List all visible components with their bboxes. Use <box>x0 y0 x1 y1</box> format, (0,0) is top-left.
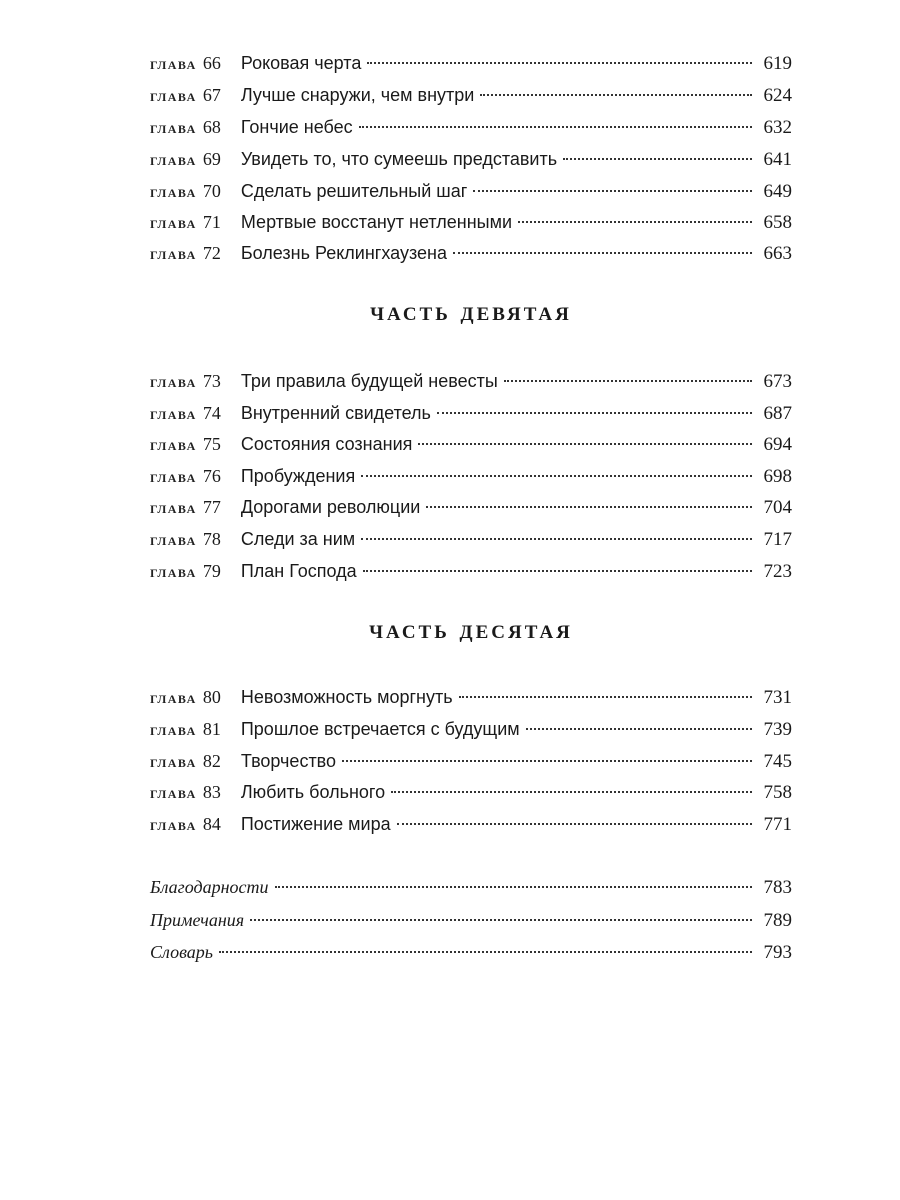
toc-entry[interactable] <box>150 144 792 174</box>
chapter-title: Любить больного <box>240 782 386 802</box>
dot-leader <box>219 951 752 953</box>
toc-entry[interactable] <box>150 112 792 142</box>
dot-leader <box>518 221 752 223</box>
chapter-number: 77 <box>202 497 221 517</box>
toc-entry[interactable] <box>150 366 792 396</box>
chapter-title: Мертвые восстанут нетленными <box>240 212 513 232</box>
chapter-number: 84 <box>202 814 221 834</box>
dot-leader <box>453 252 752 254</box>
chapter-label: глава <box>150 688 197 707</box>
chapter-title: Три правила будущей невесты <box>240 371 498 391</box>
page-number: 632 <box>763 117 792 138</box>
toc-entry[interactable] <box>150 461 792 491</box>
chapter-label: глава <box>150 530 197 549</box>
toc-entry-notes[interactable] <box>150 905 792 935</box>
chapter-title: Постижение мира <box>240 814 391 834</box>
dot-leader <box>250 919 752 921</box>
toc-entry[interactable] <box>150 398 792 428</box>
chapter-label: глава <box>150 244 197 263</box>
chapter-title: Пробуждения <box>240 466 356 486</box>
page-number: 717 <box>763 529 792 550</box>
page-number: 658 <box>763 212 792 233</box>
chapter-number: 66 <box>202 53 221 73</box>
chapter-number: 67 <box>202 85 221 105</box>
chapter-title: Прошлое встречается с будущим <box>240 719 520 739</box>
dot-leader <box>367 62 752 64</box>
page-number: 624 <box>763 85 792 106</box>
page-number: 673 <box>763 371 792 392</box>
toc-entry[interactable] <box>150 556 792 586</box>
dot-leader <box>359 126 752 128</box>
chapter-title: Увидеть то, что сумеешь представить <box>240 149 558 169</box>
chapter-label: глава <box>150 435 197 454</box>
page-number: 687 <box>763 403 792 424</box>
page-number: 758 <box>763 782 792 803</box>
toc-entry[interactable] <box>150 682 792 712</box>
chapter-number: 72 <box>202 243 221 263</box>
dot-leader <box>437 412 752 414</box>
chapter-label: глава <box>150 182 197 201</box>
chapter-number: 80 <box>202 687 221 707</box>
chapter-title: Следи за ним <box>240 529 356 549</box>
chapter-number: 76 <box>202 466 221 486</box>
toc-entry[interactable] <box>150 524 792 554</box>
chapter-label: глава <box>150 118 197 137</box>
dot-leader <box>363 570 752 572</box>
dot-leader <box>473 190 752 192</box>
dot-leader <box>361 538 752 540</box>
toc-entry[interactable] <box>150 207 792 237</box>
chapter-title: Болезнь Реклингхаузена <box>240 243 447 263</box>
chapter-number: 82 <box>202 751 221 771</box>
page-number: 739 <box>763 719 792 740</box>
chapter-number: 81 <box>202 719 221 739</box>
page-number: 731 <box>763 687 792 708</box>
chapter-title: Сделать решительный шаг <box>240 181 468 201</box>
part-heading: часть девятая <box>370 296 572 326</box>
chapter-number: 68 <box>202 117 221 137</box>
toc-entry[interactable] <box>150 176 792 206</box>
toc-entry[interactable] <box>150 429 792 459</box>
chapter-number: 70 <box>202 181 221 201</box>
page-number: 704 <box>763 497 792 518</box>
toc-entry[interactable] <box>150 809 792 839</box>
back-matter-title: Благодарности <box>150 877 269 897</box>
chapter-label: глава <box>150 150 197 169</box>
chapter-label: глава <box>150 720 197 739</box>
chapter-label: глава <box>150 752 197 771</box>
dot-leader <box>342 760 752 762</box>
chapter-title: Гончие небес <box>240 117 353 137</box>
chapter-number: 74 <box>202 403 221 423</box>
chapter-label: глава <box>150 783 197 802</box>
chapter-label: глава <box>150 372 197 391</box>
page-number: 641 <box>763 149 792 170</box>
page-number: 745 <box>763 751 792 772</box>
dot-leader <box>563 158 752 160</box>
toc-entry[interactable] <box>150 746 792 776</box>
chapter-label: глава <box>150 404 197 423</box>
page-number: 793 <box>763 942 792 963</box>
back-matter-title: Примечания <box>150 910 245 930</box>
dot-leader <box>275 886 753 888</box>
toc-entry[interactable] <box>150 80 792 110</box>
toc-entry[interactable] <box>150 777 792 807</box>
chapter-title: Дорогами революции <box>240 497 421 517</box>
chapter-label: глава <box>150 562 197 581</box>
dot-leader <box>526 728 752 730</box>
part-heading: часть десятая <box>369 614 573 644</box>
chapter-label: глава <box>150 86 197 105</box>
dot-leader <box>418 443 752 445</box>
chapter-title: План Господа <box>240 561 357 581</box>
page-number: 619 <box>763 53 792 74</box>
page-number: 771 <box>763 814 792 835</box>
chapter-number: 75 <box>202 434 221 454</box>
chapter-label: глава <box>150 213 197 232</box>
chapter-label: глава <box>150 467 197 486</box>
chapter-title: Роковая черта <box>240 53 362 73</box>
chapter-title: Внутренний свидетель <box>240 403 431 423</box>
dot-leader <box>361 475 752 477</box>
dot-leader <box>504 380 752 382</box>
chapter-title: Лучше снаружи, чем внутри <box>240 85 475 105</box>
chapter-label: глава <box>150 815 197 834</box>
toc-entry[interactable] <box>150 48 792 78</box>
chapter-number: 69 <box>202 149 221 169</box>
chapter-number: 78 <box>202 529 221 549</box>
dot-leader <box>426 506 752 508</box>
toc-entry-glossary[interactable] <box>150 937 792 967</box>
page-number: 698 <box>763 466 792 487</box>
chapter-label: глава <box>150 498 197 517</box>
chapter-title: Состояния сознания <box>240 434 413 454</box>
page-number: 789 <box>763 910 792 931</box>
page-number: 783 <box>763 877 792 898</box>
toc-entry[interactable] <box>150 714 792 744</box>
dot-leader <box>397 823 752 825</box>
chapter-title: Невозможность моргнуть <box>240 687 453 707</box>
dot-leader <box>391 791 752 793</box>
back-matter-title: Словарь <box>150 942 213 962</box>
chapter-number: 73 <box>202 371 221 391</box>
page-number: 694 <box>763 434 792 455</box>
chapter-label: глава <box>150 54 197 73</box>
page-number: 649 <box>763 181 792 202</box>
toc-entry[interactable] <box>150 492 792 522</box>
toc-entry-acknowledgements[interactable] <box>150 872 792 902</box>
page-number: 663 <box>763 243 792 264</box>
dot-leader <box>480 94 752 96</box>
dot-leader <box>459 696 752 698</box>
toc-entry[interactable] <box>150 238 792 268</box>
page-number: 723 <box>763 561 792 582</box>
chapter-title: Творчество <box>240 751 337 771</box>
chapter-number: 83 <box>202 782 221 802</box>
chapter-number: 71 <box>202 212 221 232</box>
chapter-number: 79 <box>202 561 221 581</box>
